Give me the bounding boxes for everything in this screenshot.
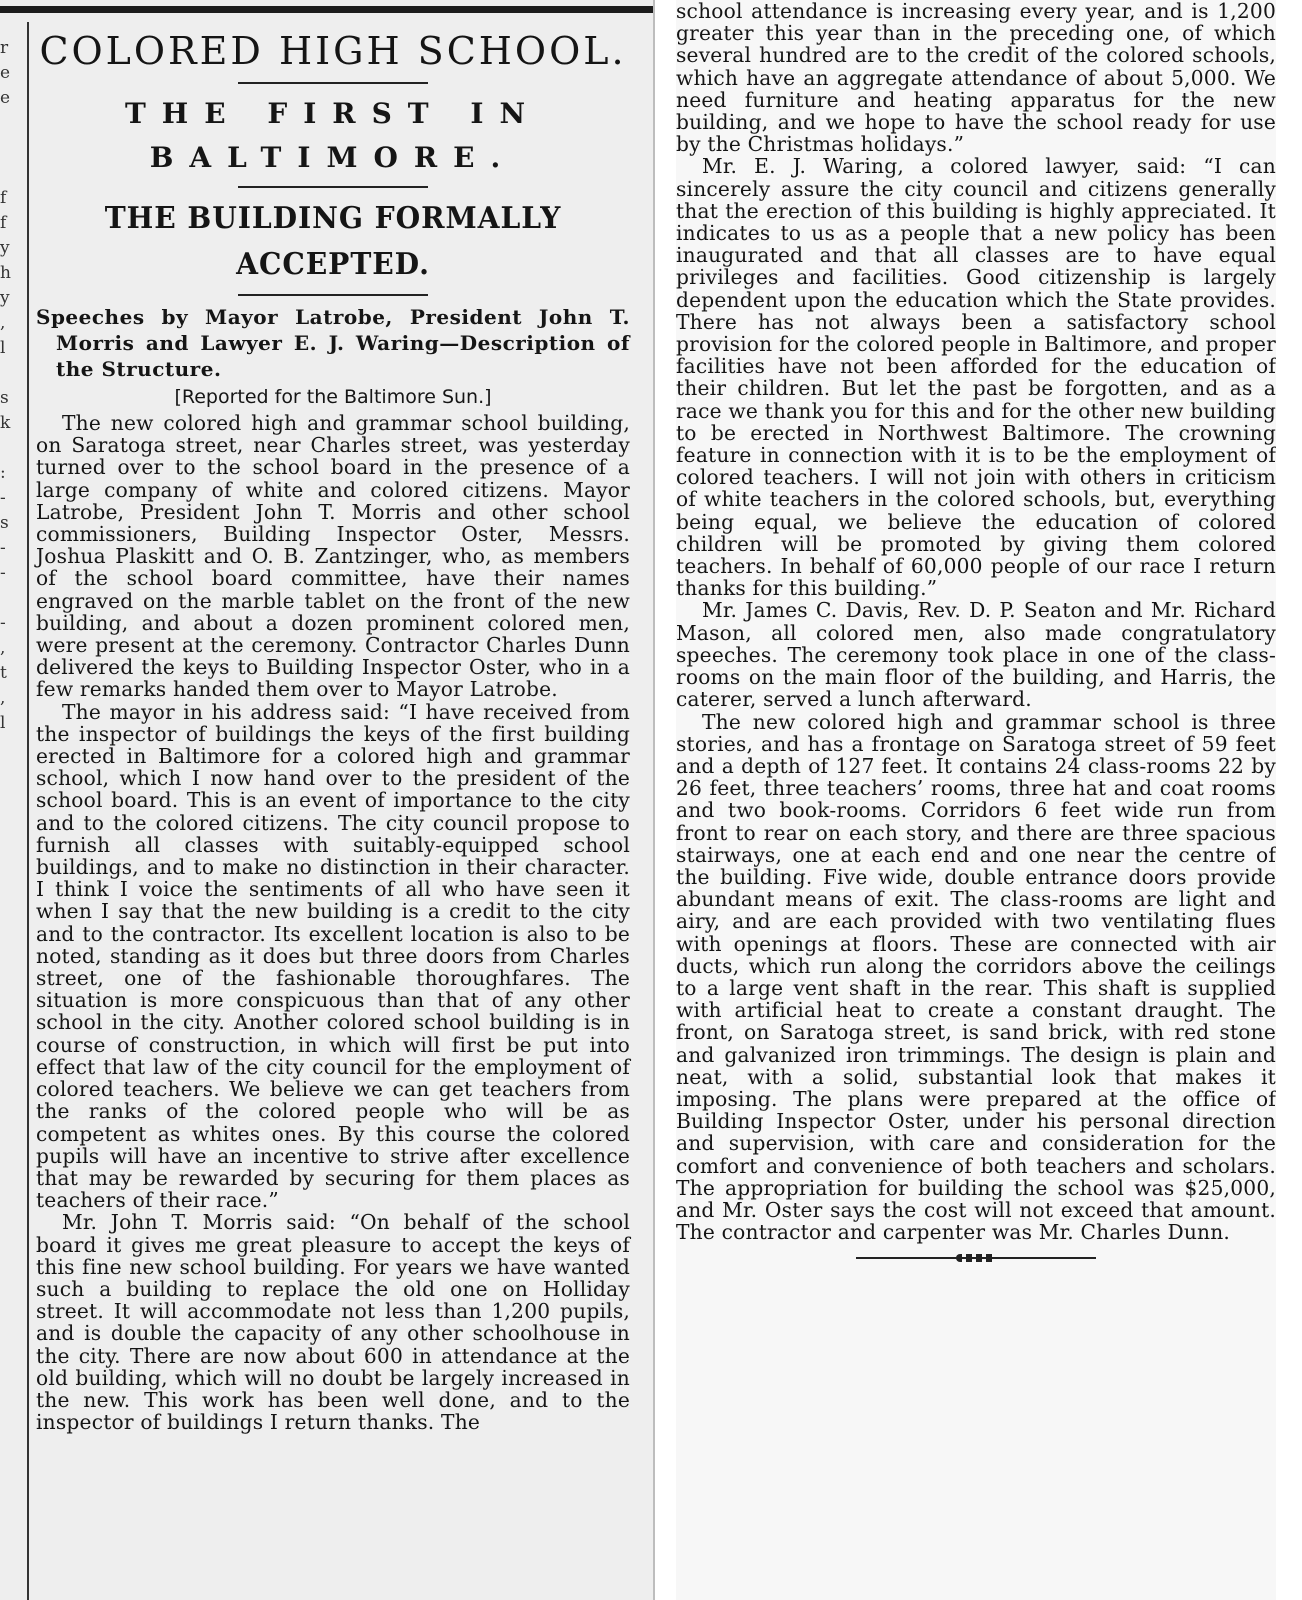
gutter-char: k — [0, 413, 11, 433]
gutter-char: , — [0, 313, 6, 333]
gutter-char — [0, 436, 16, 461]
gutter-char: - — [0, 563, 6, 583]
article-paragraph: Mr. James C. Davis, Rev. D. P. Seaton and Mr. Richard Mason, all colored men, also made congratulatory speeches. The ceremony took place in one of the class-rooms on the main floor of the building, and Harris, the caterer, served a lunch afterward. — [676, 598, 1276, 712]
article-column-left — [36, 26, 630, 1433]
gutter-char: y — [0, 288, 10, 308]
headline-secondary: THE FIRST IN BALTIMORE. — [124, 97, 542, 174]
gutter-char: r — [0, 38, 9, 58]
article-paragraph: The new colored high and grammar school building, on Saratoga street, near Charles street, was yesterday turned over to the school board in the presence of a large company of white and colored citizens. Mayor Latrobe, President John T. Morris and other school commissioners, Building Inspector Oster, Messrs. Joshua Plaskitt and O. B. Zantzinger, who, as members of the school board committee, have their names engraved on the marble tablet on the front of the new building, and about a dozen prominent colored men, were present at the ceremony. Contractor Charles Dunn delivered the keys to Building Inspector Oster, who in a few remarks handed them over to Mayor Latrobe. — [36, 411, 630, 702]
headline-rule — [238, 186, 428, 188]
gutter-char: : — [0, 463, 6, 483]
gutter-char: s — [0, 513, 9, 533]
gutter-char: e — [0, 63, 11, 83]
article-paragraph: Mr. John T. Morris said: “On behalf of the school board it gives me great pleasure to accept the keys of this fine new school building. For years we have wanted such a building to replace the old one on Holliday street. It will accommodate not less than 1,200 pupils, and is double the capacity of any other schoolhouse in the city. There are now about 600 in attendance at the old building, which will no doubt be largely increased in the new. This work has been well done, and to the inspector of buildings I return thanks. The — [36, 1210, 630, 1435]
gutter-char: y — [0, 238, 10, 258]
end-ornament-rule — [856, 1257, 1096, 1259]
article-column-right — [676, 0, 1276, 1600]
gutter-char — [0, 586, 16, 611]
gutter-char — [0, 111, 16, 136]
gutter-char: , — [0, 688, 6, 708]
headline-tertiary: THE BUILDING FORMALLY ACCEPTED. — [104, 201, 562, 282]
top-rule — [0, 6, 653, 13]
panel-divider — [653, 0, 655, 1600]
gutter-char: f — [0, 213, 7, 233]
article-paragraph: school attendance is increasing every year, and is 1,200 greater this year than in the preceding one, of which several hundred are to the credit of the colored schools, which have an aggregate attendance of about 5,000. We need furniture and heating apparatus for the new building, and we hope to have the school ready for use by the Christmas holidays.” — [676, 0, 1276, 157]
article-paragraph: The new colored high and grammar school is three stories, and has a frontage on Saratoga street of 59 feet and a depth of 127 feet. It contains 24 class-rooms 22 by 26 feet, three teachers’ rooms, three hat and coat rooms and two book-rooms. Corridors 6 feet wide run from front to rear on each story, and there are three spacious stairways, one at each end and one near the centre of the building. Five wide, double entrance doors provide abundant means of exit. The class-rooms are light and airy, and are each provided with two ventilating flues with openings at floors. These are connected with air ducts, which run along the corridors above the ceilings to a large vent shaft in the rear. This shaft is supplied with artificial heat to create a constant draught. The front, on Saratoga street, is sand brick, with red stone and galvanized iron trimmings. The design is plain and neat, with a solid, substantial look that makes it imposing. The plans were prepared at the office of Building Inspector Oster, under his personal direction and supervision, with care and consideration for the comfort and convenience of both teachers and scholars. The appropriation for building the school was $25,000, and Mr. Oster says the cost will not exceed that amount. The contractor and carpenter was Mr. Charles Dunn. — [676, 709, 1276, 1245]
gutter-char: - — [0, 613, 6, 633]
gutter-char: - — [0, 538, 6, 558]
headline-primary: COLORED HIGH SCHOOL. — [39, 29, 627, 73]
article-paragraph: Mr. E. J. Waring, a colored lawyer, said: “I can sincerely assure the city council and citizens generally that the erection of this building is highly appreciated. It indicates to us as a people that a new policy has been inaugurated and that all classes are to have equal privileges and facilities. Good citizenship is largely dependent upon the education which the State provides. There has not always been a satisfactory school provision for the colored people in Baltimore, and proper facilities have not been afforded for the education of their children. But let the past be forgotten, and as a race we thank you for this and for the other new building to be erected in Northwest Baltimore. The crowning feature in connection with it is to be the employment of colored teachers. I will not join with others in criticism of white teachers in the colored schools, but, everything being equal, we believe the education of colored children will be promoted by giving them colored teachers. In behalf of 60,000 people of our race I return thanks for this building.” — [676, 154, 1276, 601]
article-credit: [Reported for the Baltimore Sun.] — [174, 386, 492, 408]
gutter-char: e — [0, 88, 11, 108]
gutter-char: t — [0, 663, 7, 683]
gutter-char: l — [0, 338, 6, 358]
gutter-char — [0, 136, 16, 161]
gutter-char: f — [0, 188, 7, 208]
headline-rule — [238, 82, 428, 84]
gutter-char — [0, 361, 16, 386]
adjacent-column-fragment — [0, 36, 16, 736]
gutter-char: s — [0, 388, 9, 408]
gutter-char — [0, 161, 16, 186]
gutter-char: h — [0, 263, 11, 283]
gutter-char: , — [0, 638, 6, 658]
column-rule — [27, 22, 29, 1600]
gutter-char: - — [0, 488, 6, 508]
headline-rule — [238, 294, 428, 296]
article-paragraph: The mayor in his address said: “I have received from the inspector of buildings the keys of the first building erected in Baltimore for a colored high and grammar school, which I now hand over to the president of the school board. This is an event of importance to the city and to the colored citizens. The city council propose to furnish all classes with suitably-equipped school buildings, and to make no distinction in their character. I think I voice the sentiments of all who have seen it when I say that the new building is a credit to the city and to the contractor. Its excellent location is also to be noted, standing as it does but three doors from Charles street, one of the fashionable thoroughfares. The situation is more conspicuous than that of any other school in the city. Another colored school building is in course of construction, in which will first be put into effect that law of the city council for the employment of colored teachers. We believe we can get teachers from the ranks of the colored people who will be as competent as whites ones. By this course the colored pupils will have an incentive to strive after excellence that may be rewarded by securing for them places as teachers of their race.” — [36, 699, 630, 1213]
article-deck: Speeches by Mayor Latrobe, President John T. Morris and Lawyer E. J. Waring—Description of the Structure. — [36, 305, 630, 381]
end-ornament — [956, 1254, 996, 1262]
gutter-char: l — [0, 713, 6, 733]
